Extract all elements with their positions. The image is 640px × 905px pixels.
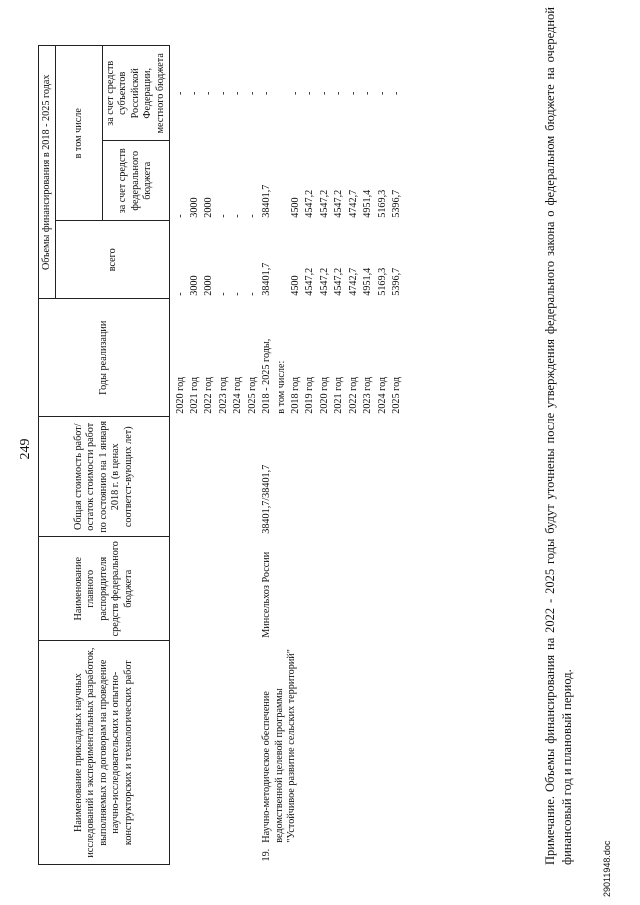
- entry-cost: 38401,7/38401,7: [261, 464, 273, 534]
- table-row: [361, 46, 375, 865]
- table-row: [376, 46, 390, 865]
- federal-cell: -: [174, 214, 186, 218]
- federal-cell: 4547,2: [333, 189, 345, 218]
- header-administrator: Наименование главного распорядителя средств федерального бюджета: [39, 537, 170, 641]
- federal-cell: 4951,4: [362, 189, 374, 218]
- total-cell: 4547,2: [318, 267, 330, 296]
- table-row: [231, 46, 245, 865]
- year-cell: 2020 год: [174, 376, 186, 414]
- federal-cell: 2000: [203, 197, 215, 218]
- total-cell: -: [232, 292, 244, 296]
- table-row: [202, 46, 216, 865]
- year-cell: 2021 год: [188, 376, 200, 414]
- regional-cell: -: [174, 91, 186, 95]
- total-cell: 4500: [290, 275, 301, 296]
- header-years: Годы реализации: [39, 299, 170, 417]
- entry-administrator: Минсельхоз России: [261, 551, 273, 638]
- funding-table: [38, 45, 405, 865]
- entry-number: 19.: [261, 848, 273, 862]
- year-cell: 2023 год: [217, 376, 229, 414]
- entry-period-regional: -: [261, 91, 273, 95]
- federal-cell: 3000: [188, 197, 200, 218]
- year-cell: 2021 год: [333, 376, 345, 414]
- total-cell: 5396,7: [391, 267, 403, 296]
- total-cell: 4547,2: [304, 267, 316, 296]
- regional-cell: -: [246, 91, 258, 95]
- table-row: [303, 46, 317, 865]
- federal-cell: -: [232, 214, 244, 218]
- total-cell: -: [174, 292, 186, 296]
- federal-cell: -: [217, 214, 229, 218]
- note: [542, 7, 576, 865]
- regional-cell: -: [333, 91, 345, 95]
- entry-name: Научно-методическое обеспечение ведомственной целевой программы "Устойчивое развитие сельских территорий": [261, 649, 297, 843]
- federal-cell: 4500: [290, 197, 301, 218]
- year-cell: 2020 год: [318, 376, 330, 414]
- table-row: [174, 46, 188, 865]
- header-regional: за счет средств субъектов Российской Федерации, местного бюджета: [102, 46, 169, 141]
- total-cell: -: [217, 292, 229, 296]
- total-cell: 4547,2: [333, 267, 345, 296]
- regional-cell: -: [217, 91, 229, 95]
- regional-cell: -: [318, 91, 330, 95]
- regional-cell: -: [376, 91, 388, 95]
- regional-cell: -: [362, 91, 374, 95]
- regional-cell: -: [391, 91, 403, 95]
- file-name: 29011948.doc: [602, 840, 612, 897]
- table-row: [246, 46, 260, 865]
- regional-cell: -: [203, 91, 215, 95]
- year-cell: 2025 год: [391, 376, 403, 414]
- entry-row: [260, 46, 274, 865]
- federal-cell: -: [246, 214, 258, 218]
- federal-cell: 4547,2: [318, 189, 330, 218]
- header-funding-group: Объемы финансирования в 2018 - 2025 годах: [39, 46, 56, 299]
- regional-cell: -: [347, 91, 359, 95]
- entry-period-total: 38401,7: [261, 262, 273, 296]
- table-row: [188, 46, 202, 865]
- federal-cell: 4742,7: [347, 189, 359, 218]
- header-name: Наименование прикладных научных исследований и экспериментальных разработок, выполняемых по договорам на проведение научно-исследовательских и опытно-конструкторских и технологических работ: [39, 641, 170, 865]
- header-total: всего: [56, 221, 170, 299]
- year-cell: 2018 год: [290, 376, 301, 414]
- total-cell: 4951,4: [362, 267, 374, 296]
- table-row: [347, 46, 361, 865]
- total-cell: 5169,3: [376, 267, 388, 296]
- table-row: [332, 46, 346, 865]
- note-text: Объемы финансирования на 2022 - 2025 годы будут уточнены после утверждения федерального закона о федеральном бюджете на очередной финансовый год и плановый период.: [543, 7, 574, 865]
- federal-cell: 4547,2: [304, 189, 316, 218]
- page-number: 249: [18, 438, 33, 460]
- header-row-1: [39, 46, 56, 865]
- year-cell: 2023 год: [362, 376, 374, 414]
- header-including: в том числе: [56, 46, 102, 221]
- entry-including: в том числе:: [275, 360, 287, 414]
- federal-cell: 5396,7: [391, 189, 403, 218]
- regional-cell: -: [188, 91, 200, 95]
- year-cell: 2024 год: [232, 376, 244, 414]
- note-label: Примечание.: [543, 795, 557, 865]
- total-cell: 2000: [203, 275, 215, 296]
- header-total-cost: Общая стоимость работ/остаток стоимости работ по состоянию на 1 января 2018 г. (в ценах соответст-вующих лет): [39, 417, 170, 537]
- total-cell: -: [246, 292, 258, 296]
- entry-period-federal: 38401,7: [261, 184, 273, 218]
- table-row: [390, 46, 404, 865]
- regional-cell: -: [232, 91, 244, 95]
- regional-cell: -: [304, 91, 316, 95]
- entry-period: 2018 - 2025 годы,: [261, 338, 273, 414]
- year-cell: 2025 год: [246, 376, 258, 414]
- header-federal: за счет средств федерального бюджета: [102, 141, 169, 221]
- regional-cell: -: [290, 91, 301, 95]
- federal-cell: 5169,3: [376, 189, 388, 218]
- table-row: [217, 46, 231, 865]
- table-row: [318, 46, 332, 865]
- year-cell: 2024 год: [376, 376, 388, 414]
- year-cell: 2022 год: [347, 376, 359, 414]
- total-cell: 4742,7: [347, 267, 359, 296]
- total-cell: 3000: [188, 275, 200, 296]
- year-cell: 2019 год: [304, 376, 316, 414]
- year-cell: 2022 год: [203, 376, 215, 414]
